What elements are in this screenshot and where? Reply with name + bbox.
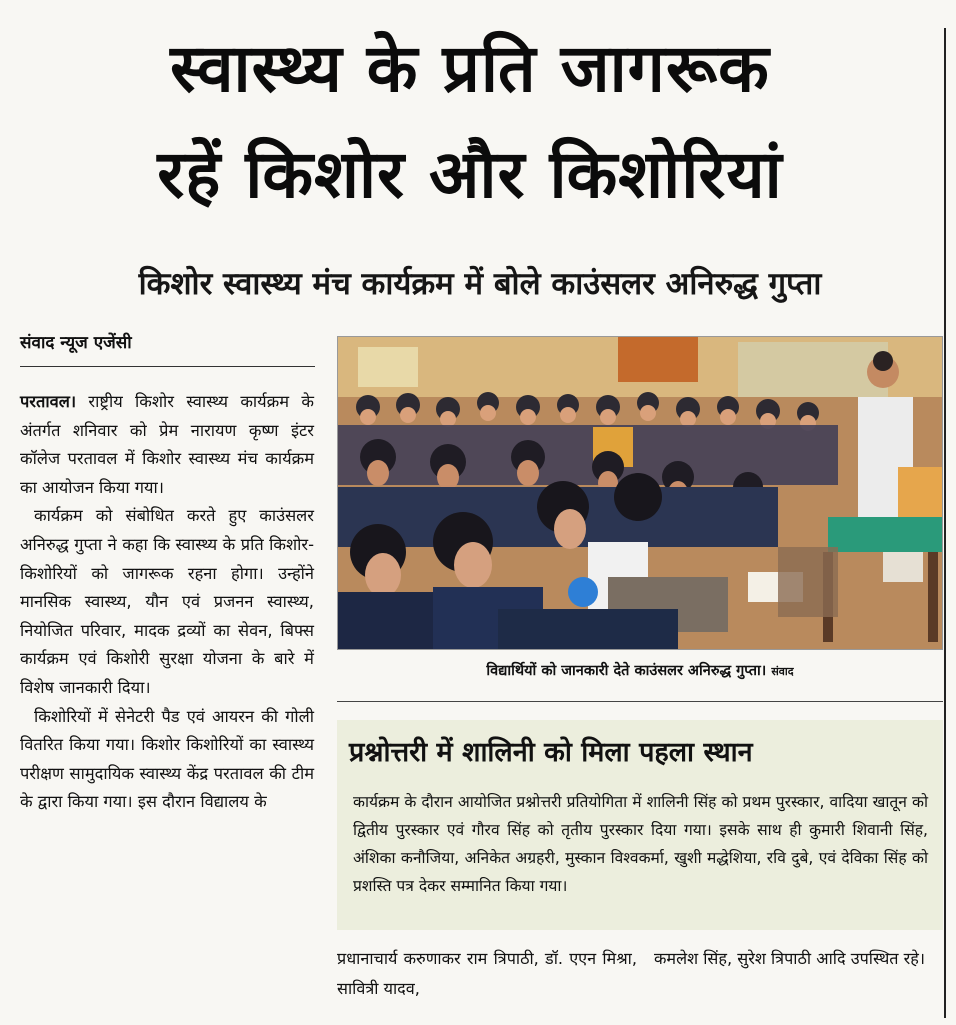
- paragraph-3: किशोरियों में सेनेटरी पैड एवं आयरन की गोली वितरित किया गया। किशोर किशोरियों का स्वास्थ्य परीक्षण सामुदायिक स्वास्थ्य केंद्र परतावल की टीम के द्वारा किया गया। इस दौरान विद्यालय के: [20, 706, 314, 812]
- caption-divider: [337, 701, 943, 702]
- dateline: परतावल।: [20, 392, 77, 411]
- subheadline: किशोर स्वास्थ्य मंच कार्यक्रम में बोले काउंसलर अनिरुद्ध गुप्ता: [138, 266, 822, 302]
- article-body-column: [20, 388, 314, 817]
- byline: संवाद न्यूज एजेंसी: [20, 333, 132, 353]
- closing-text-column-2: कमलेश सिंह, सुरेश त्रिपाठी आदि उपस्थित रहे।: [654, 949, 926, 968]
- photo-credit: संवाद: [771, 665, 794, 678]
- closing-text-column-1: प्रधानाचार्य करुणाकर राम त्रिपाठी, डॉ. एएन मिश्रा, सावित्री यादव,: [337, 949, 637, 998]
- byline-divider: [20, 366, 315, 367]
- headline-line-1: स्वास्थ्य के प्रति जागरूक: [170, 30, 770, 107]
- paragraph-2: कार्यक्रम को संबोधित करते हुए काउंसलर अनिरुद्ध गुप्ता ने कहा कि स्वास्थ्य के प्रति किशोर-किशोरियों को जागरूक रहना होगा। उन्होंने मानसिक स्वास्थ्य, यौन एवं प्रजनन स्वास्थ्य, नियोजित परिवार, मादक द्रव्यों का सेवन, बिफ्स कार्यक्रम एवं किशोरी सुरक्षा योजना के बारे में विशेष जानकारी दिया।: [20, 506, 314, 697]
- quiz-box-text: कार्यक्रम के दौरान आयोजित प्रश्नोत्तरी प्रतियोगिता में शालिनी सिंह को प्रथम पुरस्कार, वादिया खातून को द्वितीय पुरस्कार एवं गौरव सिंह को तृतीय पुरस्कार दिया गया। इसके साथ ही कुमारी शिवानी सिंह, अंशिका कनौजिया, अनिकेत अग्रहरी, मुस्कान विश्वकर्मा, खुशी मद्धेशिया, रवि दुबे, एवं देविका सिंह को प्रशस्ति पत्र देकर सम्मानित किया गया।: [353, 793, 928, 895]
- quiz-sidebar-box: [337, 720, 943, 930]
- headline-line-2: रहें किशोर और किशोरियां: [157, 136, 783, 213]
- photo-caption-text: विद्यार्थियों को जानकारी देते काउंसलर अनिरुद्ध गुप्ता।: [486, 663, 767, 679]
- column-rule: [944, 28, 946, 1018]
- paragraph-1-text: राष्ट्रीय किशोर स्वास्थ्य कार्यक्रम के अंतर्गत शनिवार को प्रेम नारायण कृष्ण इंटर कॉलेज परतावल में किशोर स्वास्थ्य मंच कार्यक्रम का आयोजन किया गया।: [20, 392, 314, 497]
- quiz-box-title: प्रश्नोत्तरी में शालिनी को मिला पहला स्थान: [349, 737, 753, 768]
- photo-caption: [337, 660, 943, 680]
- classroom-photo: [337, 336, 943, 650]
- paragraph-1: [20, 388, 314, 502]
